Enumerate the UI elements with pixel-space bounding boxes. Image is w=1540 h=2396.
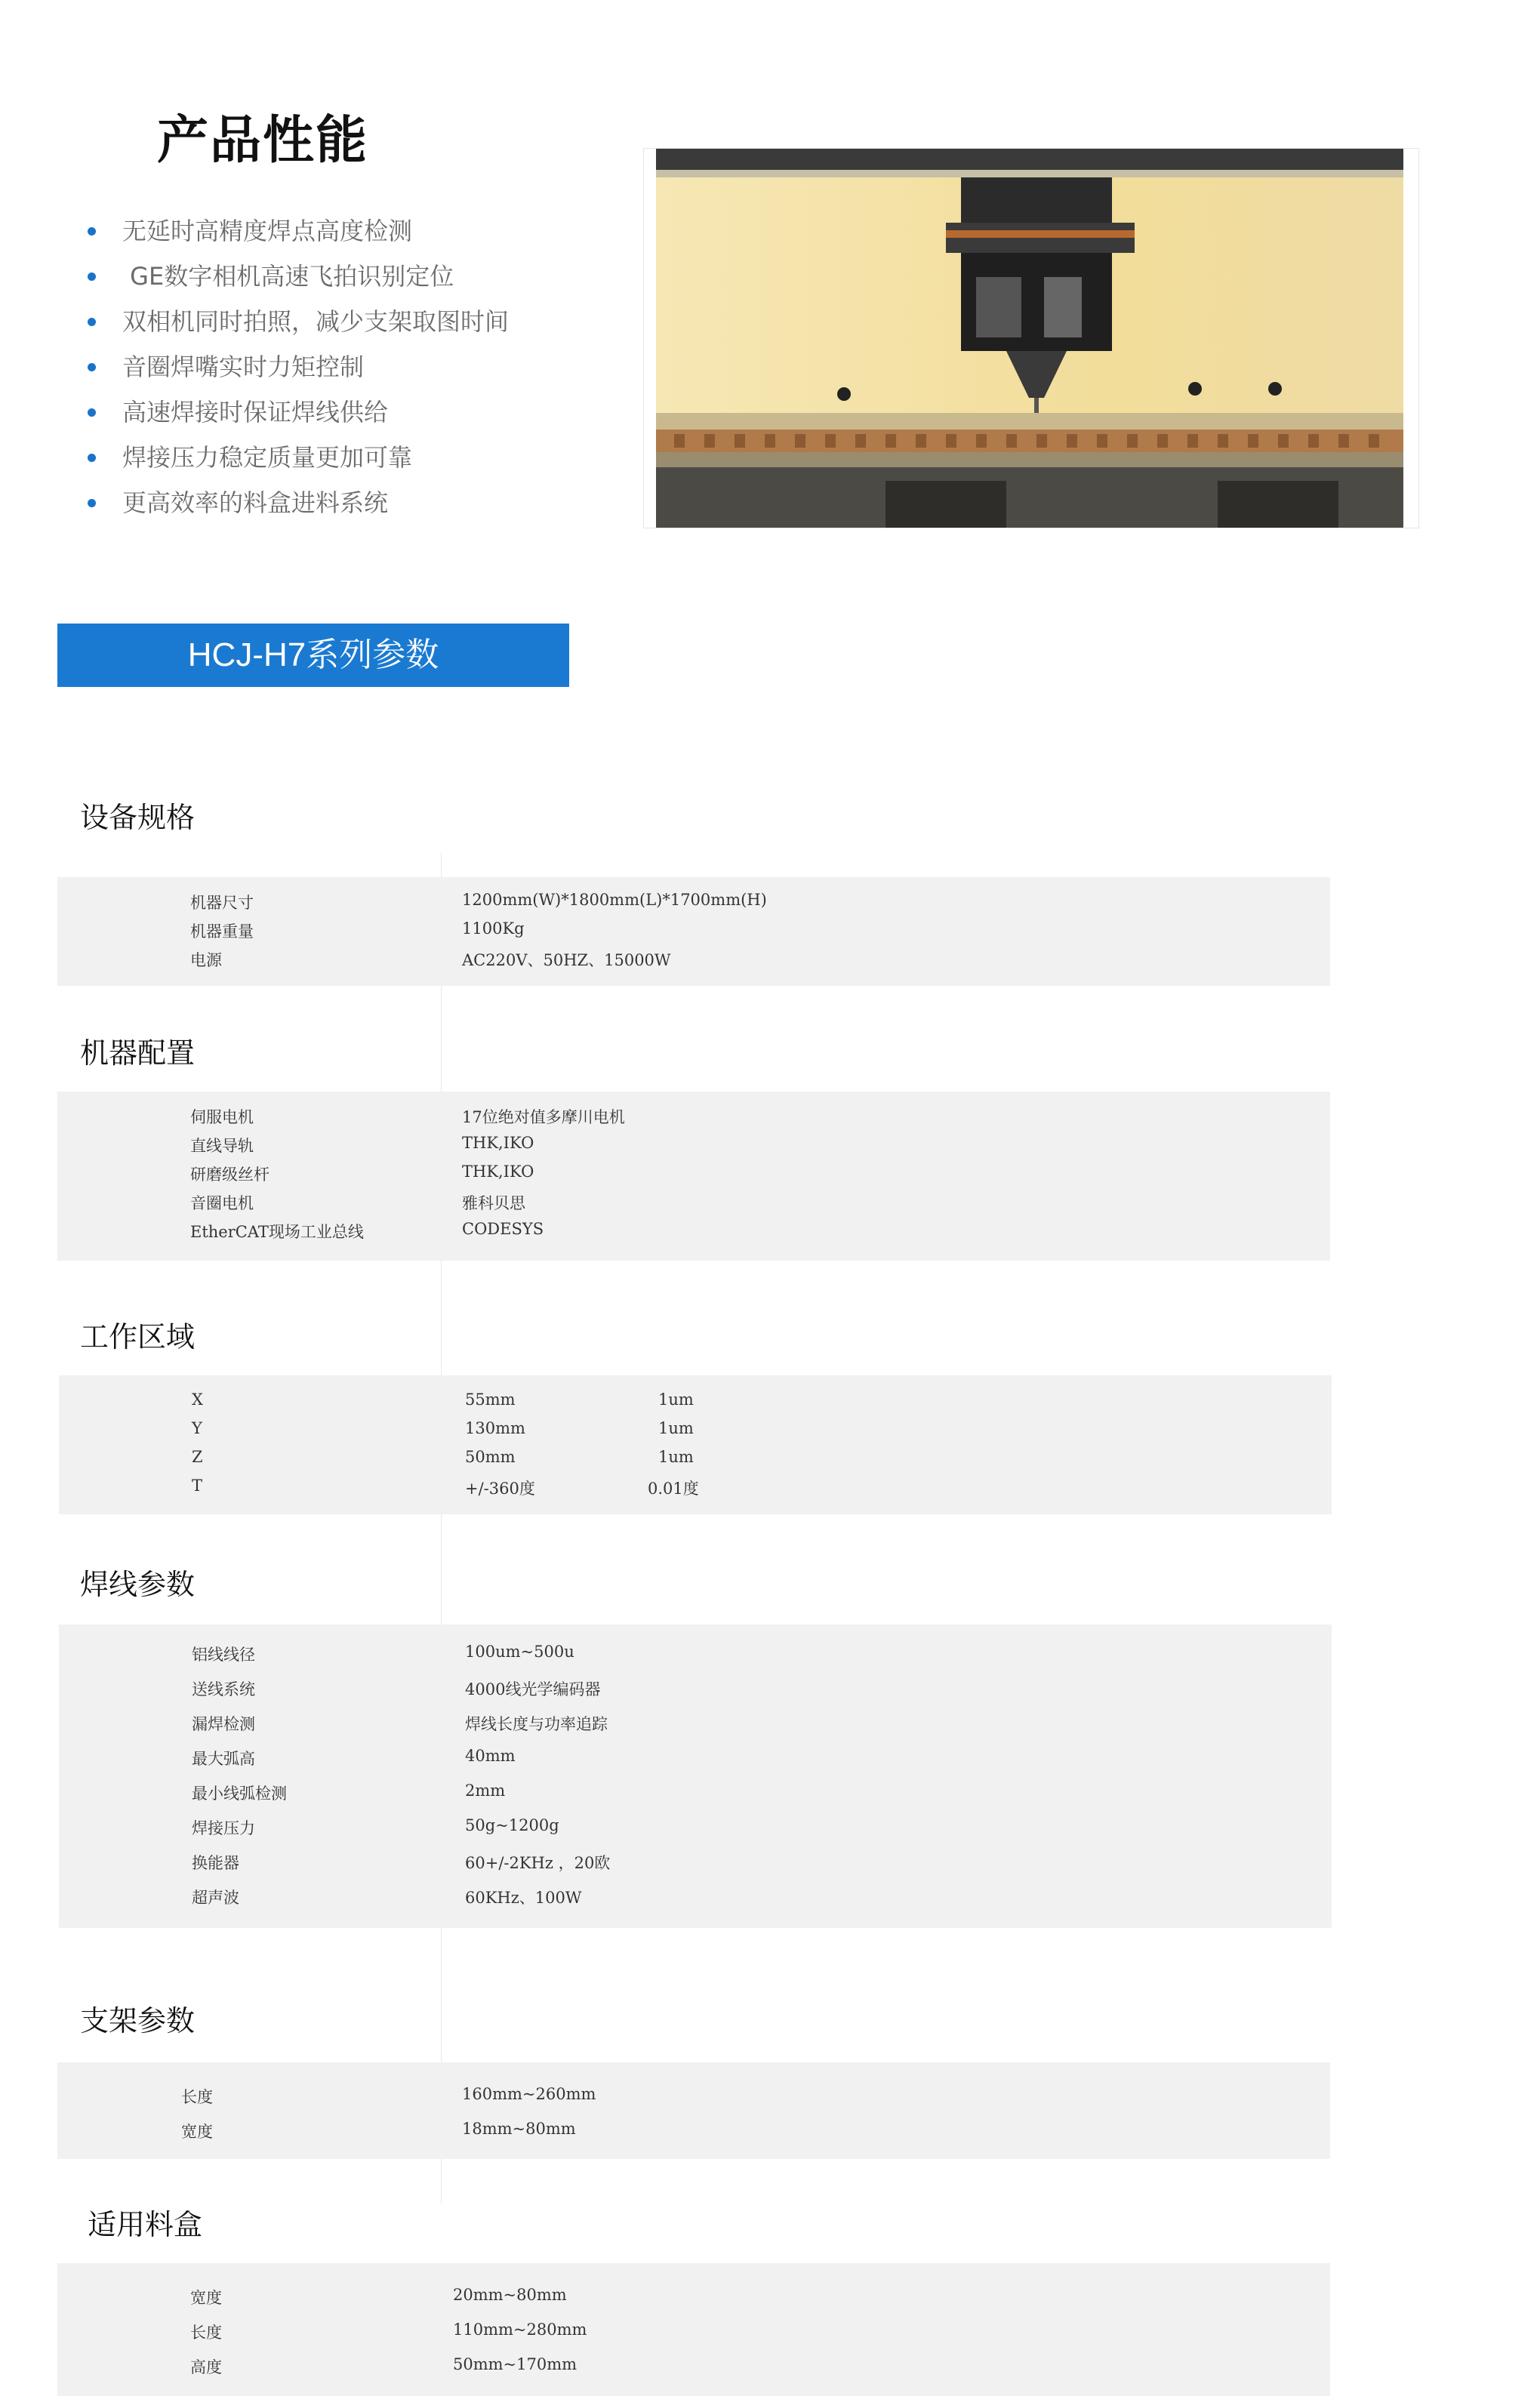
spec-label: Z xyxy=(192,1448,203,1466)
section-title-equipment: 设备规格 xyxy=(80,801,196,834)
spec-block-bracket xyxy=(57,2062,1330,2159)
feature-text: GE数字相机高速飞拍识别定位 xyxy=(122,262,454,291)
spec-label: 电源 xyxy=(190,951,222,969)
spec-resolution: 1um xyxy=(658,1448,694,1466)
spec-value: THK,IKO xyxy=(462,1134,534,1152)
spec-label: 长度 xyxy=(181,2088,213,2106)
section-title-config: 机器配置 xyxy=(80,1036,196,1070)
bullet-icon xyxy=(88,499,96,507)
spec-value: 雅科贝思 xyxy=(462,1194,525,1212)
spec-label: 最大弧高 xyxy=(192,1750,255,1768)
list-item xyxy=(85,208,509,254)
spec-value: 1100Kg xyxy=(462,919,525,938)
spec-value: 50mm~170mm xyxy=(453,2355,578,2373)
product-photo xyxy=(643,148,1419,528)
spec-label: X xyxy=(192,1390,203,1409)
spec-block-config xyxy=(57,1092,1330,1261)
spec-value: 18mm~80mm xyxy=(462,2120,576,2138)
spec-label: 长度 xyxy=(190,2324,222,2342)
bullet-icon xyxy=(88,408,96,417)
spec-value: 60KHz、100W xyxy=(465,1889,582,1907)
spec-label: 最小线弧检测 xyxy=(192,1785,287,1803)
spec-label: 宽度 xyxy=(181,2123,213,2141)
section-title-magazine: 适用料盒 xyxy=(88,2208,203,2241)
spec-value: CODESYS xyxy=(462,1220,544,1238)
feature-text: 更高效率的料盒进料系统 xyxy=(122,488,389,517)
spec-value: 50mm xyxy=(465,1448,516,1466)
spec-value: 60+/-2KHz ，20欧 xyxy=(465,1854,611,1872)
feature-list xyxy=(85,208,509,525)
spec-value: 4000线光学编码器 xyxy=(465,1680,601,1698)
spec-label: T xyxy=(192,1477,203,1495)
feature-text: 高速焊接时保证焊线供给 xyxy=(122,398,389,427)
feature-text: 双相机同时拍照，减少支架取图时间 xyxy=(122,307,510,336)
spec-value: 20mm~80mm xyxy=(453,2286,567,2304)
spec-value: +/-360度 xyxy=(465,1480,535,1498)
section-title-wire: 焊线参数 xyxy=(80,1568,196,1601)
spec-label: 高度 xyxy=(190,2358,222,2376)
spec-label: 超声波 xyxy=(192,1889,239,1907)
spec-value: 130mm xyxy=(465,1419,525,1437)
spec-resolution: 0.01度 xyxy=(648,1480,699,1498)
spec-block-workarea xyxy=(59,1375,1332,1514)
spec-value: 160mm~260mm xyxy=(462,2085,596,2103)
page-title: 产品性能 xyxy=(157,111,369,171)
spec-label: 音圈电机 xyxy=(190,1194,254,1212)
spec-value: 焊线长度与功率追踪 xyxy=(465,1715,608,1733)
list-item xyxy=(85,435,509,480)
spec-label: 直线导轨 xyxy=(190,1137,254,1155)
spec-value: 2mm xyxy=(465,1782,506,1800)
spec-resolution: 1um xyxy=(658,1419,694,1437)
spec-value: THK,IKO xyxy=(462,1163,534,1181)
feature-text: 焊接压力稳定质量更加可靠 xyxy=(122,443,413,472)
list-item xyxy=(85,254,509,299)
spec-value: 110mm~280mm xyxy=(453,2321,587,2339)
bullet-icon xyxy=(88,273,96,281)
spec-value: 17位绝对值多摩川电机 xyxy=(462,1108,625,1126)
divider xyxy=(441,853,442,2204)
feature-text: 音圈焊嘴实时力矩控制 xyxy=(122,353,365,381)
spec-label: 送线系统 xyxy=(192,1680,255,1698)
spec-label: 漏焊检测 xyxy=(192,1715,255,1733)
spec-value: AC220V、50HZ、15000W xyxy=(462,951,671,969)
spec-block-equipment xyxy=(57,877,1330,986)
feature-text: 无延时高精度焊点高度检测 xyxy=(122,217,413,245)
spec-block-magazine xyxy=(57,2263,1330,2396)
spec-value: 100um~500u xyxy=(465,1643,574,1661)
spec-block-wire xyxy=(59,1625,1332,1928)
spec-label: 研磨级丝杆 xyxy=(190,1166,270,1184)
spec-value: 55mm xyxy=(465,1390,516,1409)
spec-value: 1200mm(W)*1800mm(L)*1700mm(H) xyxy=(462,891,767,909)
section-title-bracket: 支架参数 xyxy=(80,2004,196,2037)
spec-value: 50g~1200g xyxy=(465,1816,559,1834)
spec-label: 机器尺寸 xyxy=(190,894,254,912)
list-item xyxy=(85,480,509,525)
list-item xyxy=(85,344,509,390)
spec-label: 焊接压力 xyxy=(192,1819,255,1837)
bullet-icon xyxy=(88,363,96,371)
spec-label: 换能器 xyxy=(192,1854,239,1872)
spec-resolution: 1um xyxy=(658,1390,694,1409)
spec-label: 机器重量 xyxy=(190,922,254,941)
bullet-icon xyxy=(88,227,96,236)
spec-label: Y xyxy=(192,1419,202,1437)
list-item xyxy=(85,299,509,344)
spec-value: 40mm xyxy=(465,1747,516,1765)
bullet-icon xyxy=(88,318,96,326)
spec-label: EtherCAT现场工业总线 xyxy=(190,1223,364,1241)
spec-label: 伺服电机 xyxy=(190,1108,254,1126)
spec-label: 宽度 xyxy=(190,2289,222,2307)
section-title-workarea: 工作区域 xyxy=(80,1320,196,1354)
bullet-icon xyxy=(88,454,96,462)
spec-label: 铝线线径 xyxy=(192,1646,255,1664)
series-banner: HCJ-H7系列参数 xyxy=(57,624,569,687)
list-item xyxy=(85,390,509,435)
